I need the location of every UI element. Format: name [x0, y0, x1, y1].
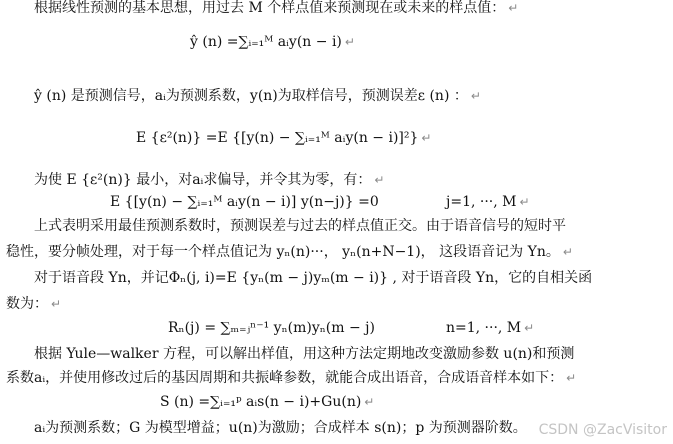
equation-text: Rₙ(j) = ∑ₘ₌ⱼⁿ⁻¹ yₙ(m)yₙ(m − j) [168, 320, 375, 336]
paragraph-mark-icon: ↵ [566, 371, 577, 385]
paragraph-mark-icon: ↵ [51, 297, 62, 311]
text-line-7 [34, 218, 566, 236]
line-text: 根据线性预测的基本思想，用过去 M 个样点值来预测现在或未来的样点值： [34, 0, 506, 16]
line-text: 上式表明采用最佳预测系数时，预测误差与过去的样点值正交。由于语音信号的短时平 [34, 218, 566, 234]
equation-autocorrelation [168, 320, 375, 338]
equation-text: E {ε²(n)} =E {[y(n) − ∑ᵢ₌₁ᴹ aᵢy(n − i)]²} [136, 130, 419, 146]
equation-orthogonality [110, 194, 379, 212]
paragraph-mark-icon: ↵ [562, 245, 573, 259]
text-line-8 [6, 244, 573, 262]
equation-synthesis [160, 394, 374, 412]
paragraph-mark-icon: ↵ [508, 1, 519, 15]
equation-text: E {[y(n) − ∑ᵢ₌₁ᴹ aᵢy(n − i)] y(n−j)} =0 [110, 194, 379, 210]
text-line-1 [34, 0, 518, 18]
equation-error [136, 130, 431, 148]
paragraph-mark-icon: ↵ [421, 131, 432, 145]
paragraph-mark-icon: ↵ [524, 321, 535, 335]
text-line-13 [6, 370, 576, 388]
text-line-3 [34, 88, 481, 106]
line-text: aᵢ为预测系数；G 为模型增益；u(n)为激励；合成样本 s(n)；p 为预测器阶数。 [34, 420, 527, 436]
line-text: 数为： [6, 296, 48, 312]
paragraph-mark-icon: ↵ [364, 395, 375, 409]
text-line-12 [34, 346, 574, 364]
line-text: 对于语音段 Yn，并记Φₙ(j, i)=E {yₙ(m − j)yₘ(m − i)} , 对于语音段 Yn，它的自相关函 [34, 270, 593, 286]
text-line-5 [34, 172, 384, 190]
equation-prediction [190, 34, 355, 52]
text-line-10 [6, 296, 61, 314]
text-line-9 [34, 270, 592, 288]
text-line-15 [34, 420, 527, 438]
equation-autocorrelation-range [446, 320, 534, 338]
paragraph-mark-icon: ↵ [344, 35, 355, 49]
paragraph-mark-icon: ↵ [519, 195, 530, 209]
range-text: n=1, ···, M [446, 320, 522, 336]
line-text: 系数aᵢ，并使用修改过后的基因周期和共振峰参数，就能合成出语音，合成语音样本如下： [6, 370, 564, 386]
watermark: CSDN @ZacVisitor [538, 422, 667, 438]
line-text: 稳性，要分帧处理，对于每一个样点值记为 yₙ(n)···， yₙ(n+N−1)， 这段语音记为 Yn。 [6, 244, 560, 260]
paragraph-mark-icon: ↵ [374, 173, 385, 187]
line-text: 根据 Yule—walker 方程，可以解出样值，用这种方法定期地改变激励参数 u(n)和预测 [34, 346, 575, 362]
equation-text: S (n) =∑ᵢ₌₁ᵖ aᵢs(n − i)+Gu(n) [160, 394, 362, 410]
line-text: 为使 E {ε²(n)} 最小，对aᵢ求偏导，并令其为零，有： [34, 172, 372, 188]
range-text: j=1, ···, M [446, 194, 517, 210]
equation-text: ŷ (n) =∑ᵢ₌₁ᴹ aᵢy(n − i) [190, 34, 342, 50]
paragraph-mark-icon: ↵ [470, 89, 481, 103]
line-text: ŷ (n) 是预测信号，aᵢ为预测系数，y(n)为取样信号，预测误差ε (n) ： [34, 88, 468, 104]
equation-orthogonality-range [446, 194, 530, 212]
